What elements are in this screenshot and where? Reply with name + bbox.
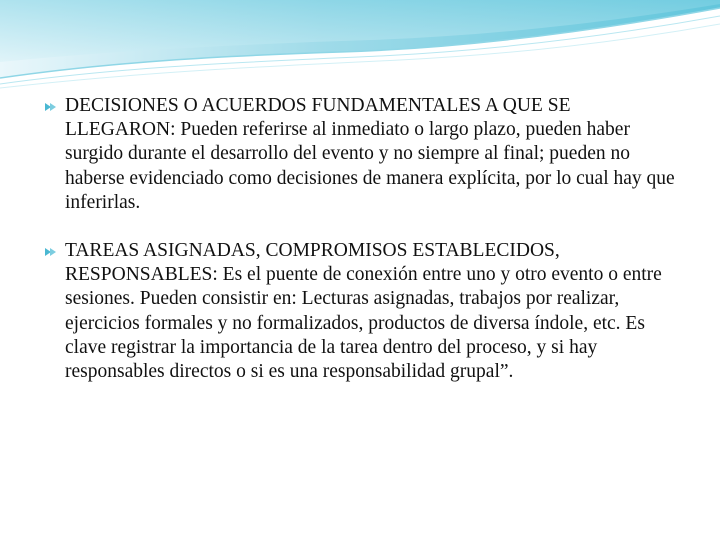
ribbon-bullet-icon	[44, 246, 64, 258]
bullet-text: DECISIONES O ACUERDOS FUNDAMENTALES A QUE SE LLEGARON: Pueden referirse al inmediato o largo plazo, pueden haber surgido durante el desarrollo del evento y no siempre al final; pueden no haberse evidenciado como decisiones de manera explícita, por lo cual hay que inferirlas.	[65, 95, 675, 213]
bullet-text: TAREAS ASIGNADAS, COMPROMISOS ESTABLECIDOS, RESPONSABLES: Es el puente de conexión entre uno y otro evento o entre sesiones. Pueden consistir en: Lecturas asignadas, trabajos por realizar, ejercicios formales y no formalizados, productos de diversa índole, etc. Es clave registrar la importancia de la tarea dentro del proceso, y si hay responsables directos o si es una responsabilidad grupal”.	[65, 240, 662, 383]
header-wave-decoration	[0, 0, 720, 90]
ribbon-bullet-icon	[44, 101, 64, 113]
bullet-list	[44, 94, 684, 384]
bullet-item	[44, 94, 684, 215]
bullet-item	[44, 239, 684, 384]
